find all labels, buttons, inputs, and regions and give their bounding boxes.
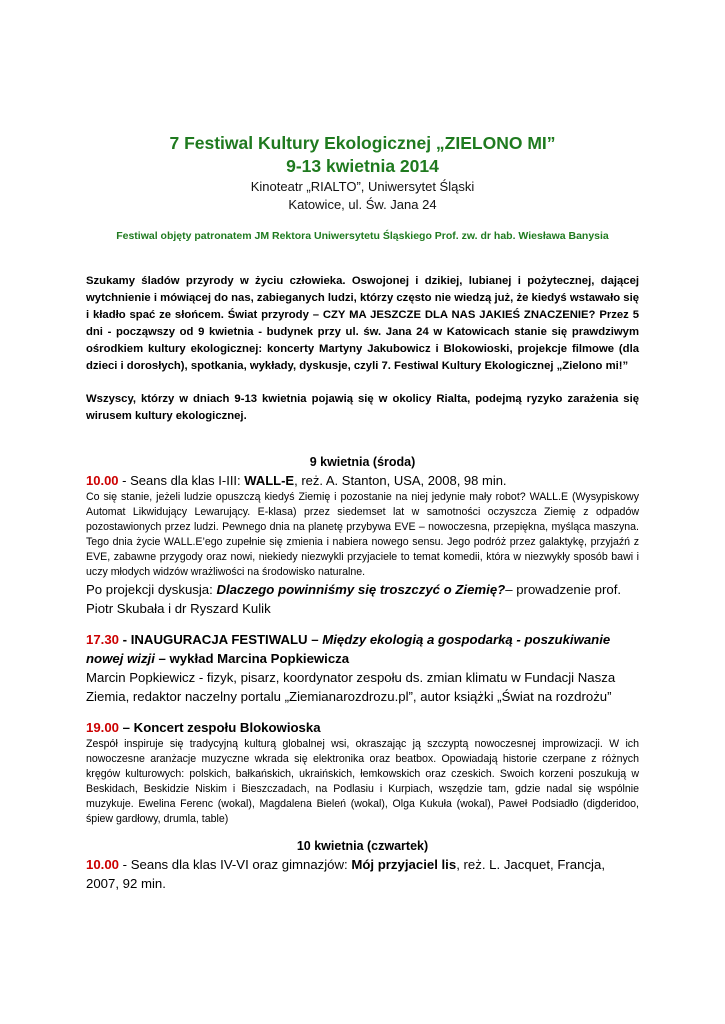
- event-concert-line: [86, 718, 639, 737]
- film-credits: , reż. L. Jacquet, Francja, 2007, 92 min.: [86, 857, 605, 891]
- venue-line-1: Kinoteatr „RIALTO”, Uniwersytet Śląski: [250, 179, 475, 194]
- patronage-note: Festiwal objęty patronatem JM Rektora Uniwersytetu Śląskiego Prof. zw. dr hab. Wiesława Banysia: [116, 230, 609, 242]
- intro-paragraph-1: Szukamy śladów przyrody w życiu człowieka. Oswojonej i dzikiej, lubianej i pożytecznej, dającej wytchnienie i mówiącej do nas, zabieganych ludzi, którzy często nie wiedzą już, że kiedyś wstawało się i kładło spać ze słońcem. Świat przyrody – CZY MA JESZCZE DLA NAS JAKIEŚ ZNACZENIE? Przez 5 dni - począwszy od 9 kwietnia - budynek przy ul. św. Jana 24 w Katowicach stanie się prawdziwym ośrodkiem kultury ekologicznej: koncerty Martyny Jakubowicz i Blokowioski, projekcje filmowe (dla dzieci i dorosłych), spotkania, wykłady, dyskusje, czyli 7. Festiwal Kultury Ekologicznej „Zielono mi!”: [86, 275, 639, 372]
- event-time: 19.00: [86, 720, 120, 735]
- event-time: 10.00: [86, 857, 120, 872]
- event-concert-description: Zespół inspiruje się tradycyjną kulturą globalnej wsi, okraszając ją szczyptą nowoczesnej improwizacji. W ich nowoczesne aranżacje muzyczne wkrada się elektronika oraz beatbox. Opowiadają historie czerpane z różnych kręgów kulturowych: polskich, bałkańskich, ukraińskich, łemkowskich oraz czeskich. Swoich korzeni poszukują w Beskidach, Beskidzie Niskim i Bieszczadach, na Podlasiu i Kurpiach, wszędzie tam, gdzie nadal się wspólnie muzykuje. Ewelina Ferenc (wokal), Magdalena Bieleń (wokal), Olga Kukuła (wokal), Paweł Podsiadło (digderidoo, śpiew gardłowy, drumla, table): [86, 738, 639, 825]
- title-line-2: 9-13 kwietnia 2014: [286, 156, 439, 176]
- event-title: – Koncert zespołu Blokowioska: [119, 720, 321, 735]
- film-title: WALL-E: [244, 473, 295, 488]
- event-time: 17.30: [86, 632, 120, 647]
- day-heading-9-april: 9 kwietnia (środa): [309, 455, 416, 469]
- document-page: [86, 0, 639, 893]
- intro-section: [86, 273, 639, 425]
- event-intro: - Seans dla klas IV-VI oraz gimnazjów:: [119, 857, 352, 872]
- venue: [86, 178, 639, 214]
- lecture-speaker: – wykład Marcina Popkiewicza: [154, 651, 350, 666]
- day-heading-10-april: 10 kwietnia (czwartek): [296, 839, 429, 853]
- discussion-hosts: – prowadzenie prof. Piotr Skubała i dr Ryszard Kulik: [86, 582, 622, 616]
- discussion-label: Po projekcji dyskusja:: [86, 582, 217, 597]
- venue-line-2: Katowice, ul. Św. Jana 24: [288, 197, 437, 212]
- event-wall-e-line: [86, 471, 639, 490]
- title-line-1: 7 Festiwal Kultury Ekologicznej „ZIELONO MI”: [169, 133, 556, 153]
- event-intro: - Seans dla klas I-III:: [118, 473, 245, 488]
- festival-title: [86, 132, 639, 178]
- discussion-topic: Dlaczego powinniśmy się troszczyć o Ziemię?: [216, 582, 506, 597]
- film-title: Mój przyjaciel lis: [351, 857, 457, 872]
- event-wall-e-description: Co się stanie, jeżeli ludzie opuszczą kiedyś Ziemię i pozostanie na niej jedynie mały robot? WALL.E (Wysypiskowy Automat Likwidujący Lewarujący. E-klasa) przez siedemset lat w samotności oczyszcza Ziemię z odpadów pozostawionych przez ludzi. Pewnego dnia na planetę przybywa EVE – nowoczesna, przepiękna, myśląca maszyna. Tego dnia życie WALL.E’ego zupełnie się zmienia i nabiera nowego sensu. Jego podróż przez galaktykę, przyjaźń z EVE, zabawne przygody oraz nowi, niekiedy niezwykli przyjaciele to temat komedii, która w niezwykły sposób bawi i uczy młodych widzów wrażliwości na środowisko naturalne.: [86, 491, 639, 578]
- event-inauguration-line: [86, 630, 639, 668]
- event-inauguration-description: Marcin Popkiewicz - fizyk, pisarz, koordynator zespołu ds. zmian klimatu w Fundacji Nasza Ziemia, redaktor naczelny portalu „Ziemianarozdrozu.pl”, autor książki „Świat na rozdrożu”: [86, 670, 616, 704]
- event-time: 10.00: [86, 473, 119, 488]
- event-wall-e-discussion: [86, 580, 639, 618]
- event-fox-line: [86, 855, 639, 893]
- lecture-topic: Między ekologią a gospodarką - poszukiwanie nowej wizji: [86, 632, 611, 666]
- film-credits: , reż. A. Stanton, USA, 2008, 98 min.: [294, 473, 507, 488]
- event-title: - INAUGURACJA FESTIWALU –: [119, 632, 323, 647]
- intro-paragraph-2: Wszyscy, którzy w dniach 9-13 kwietnia pojawią się w okolicy Rialta, podejmą ryzyko zarażenia się wirusem kultury ekologicznej.: [86, 393, 639, 422]
